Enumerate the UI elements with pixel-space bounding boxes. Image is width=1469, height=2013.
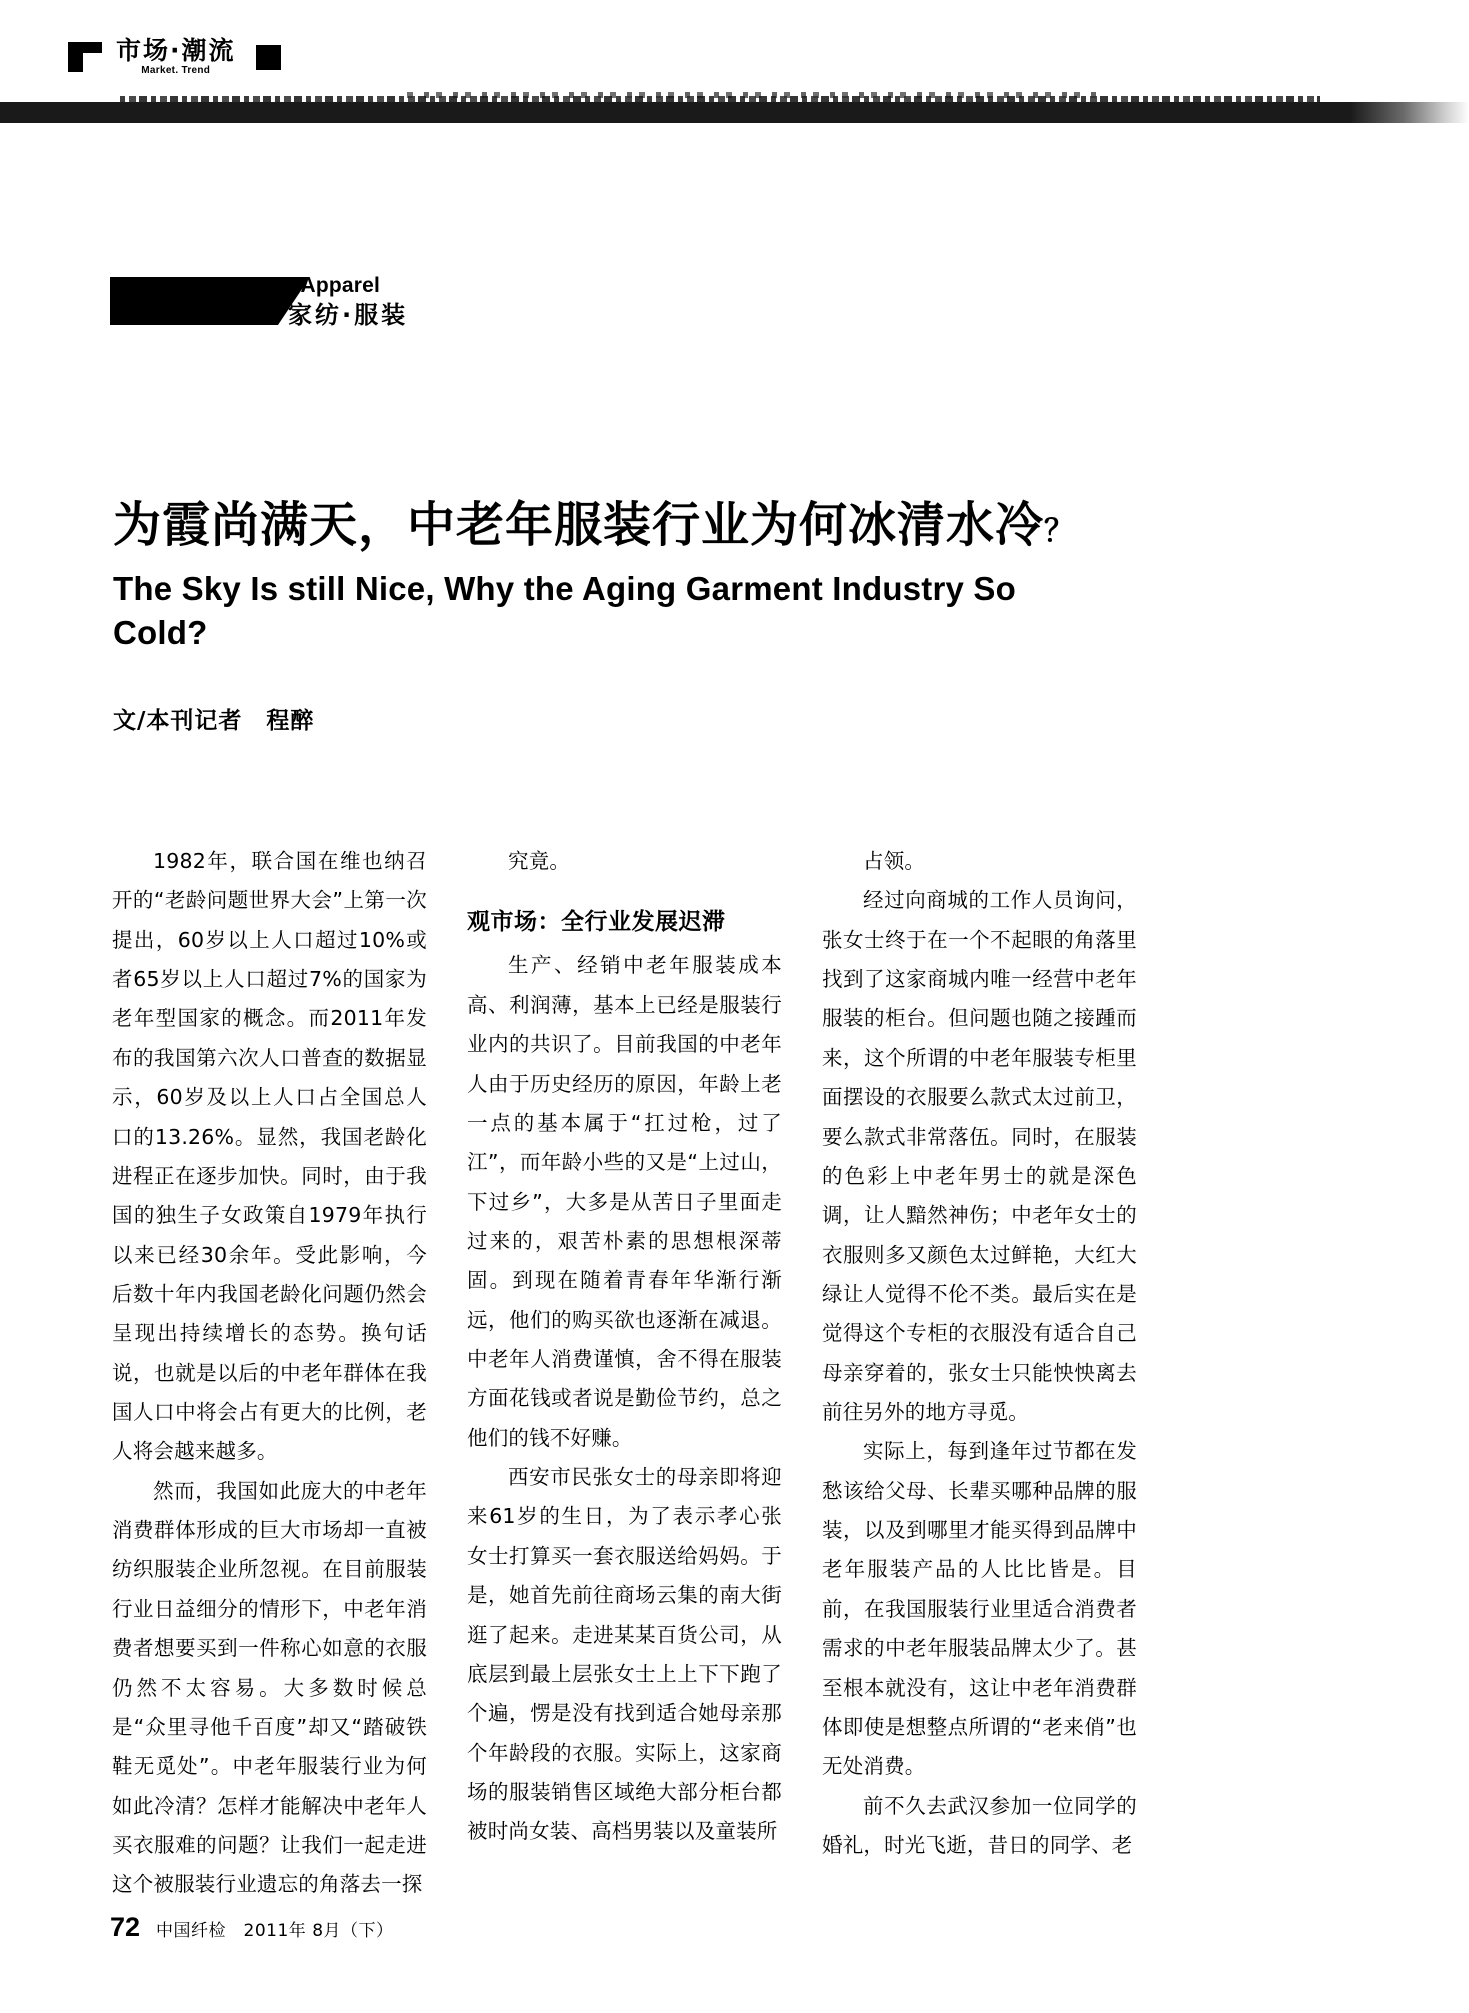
article-title-question-mark: ？ [1044, 514, 1076, 549]
paragraph: 究竟。 [508, 849, 571, 873]
section-tag [110, 274, 540, 353]
paragraph: 西安市民张女士的母亲即将迎来61岁的生日，为了表示孝心张女士打算买一套衣服送给妈妈。于是，她首先前往商场云集的南大街逛了起来。走进某某百货公司，从底层到最上层张女士上上下下跑了个遍，愣是没有找到适合她母亲那个年龄段的衣服。实际上，这家商场的服装销售区域绝大部分柜台都被时尚女装、高档男装以及童装所 [467, 1465, 782, 1844]
header-category-cn: 市场·潮流 [116, 36, 236, 65]
paragraph: 然而，我国如此庞大的中老年消费群体形成的巨大市场却一直被纺织服装企业所忽视。在目前服装行业日益细分的情形下，中老年消费者想要买到一件称心如意的衣服仍然不太容易。大多数时候总是“众里寻他千百度”却又“踏破铁鞋无觅处”。中老年服装行业为何如此冷清？怎样才能解决中老年人买衣服难的问题？让我们一起走进这个被服装行业遗忘的角落去一探 [112, 1478, 427, 1897]
article-byline: 文/本刊记者 程醉 [113, 708, 315, 734]
paragraph: 生产、经销中老年服装成本高、利润薄，基本上已经是服装行业内的共识了。目前我国的中老年人由于历史经历的原因，年龄上老一点的基本属于“扛过枪，过了江”，而年龄小些的又是“上过山，下过乡”，大多是从苦日子里面走过来的，艰苦朴素的思想根深蒂固。到现在随着青春年华渐行渐远，他们的购买欲也逐渐在减退。中老年人消费谨慎，舍不得在服装方面花钱或者说是勤俭节约，总之他们的钱不好赚。 [467, 953, 782, 1450]
square-mark-icon [256, 45, 281, 70]
band-solid [0, 102, 1430, 123]
paragraph: 实际上，每到逢年过节都在发愁该给父母、长辈买哪种品牌的服装，以及到哪里才能买得到品牌中老年服装产品的人比比皆是。目前，在我国服装行业里适合消费者需求的中老年服装品牌太少了。甚至根本就没有，这让中老年消费群体即使是想整点所谓的“老来俏”也无处消费。 [822, 1439, 1137, 1779]
article-title-en: The Sky Is still Nice, Why the Aging Garment Industry So Cold? [113, 570, 1016, 651]
section-tag-shape [110, 277, 310, 325]
body-column-2 [467, 842, 782, 1905]
paragraph: 经过向商城的工作人员询问，张女士终于在一个不起眼的角落里找到了这家商城内唯一经营中老年服装的柜台。但问题也随之接踵而来，这个所谓的中老年服装专柜里面摆设的衣服要么款式太过前卫，要么款式非常落伍。同时，在服装的色彩上中老年男士的就是深色调，让人黯然神伤；中老年女士的衣服则多又颜色太过鲜艳，大红大绿让人觉得不伦不类。最后实在是觉得这个专柜的衣服没有适合自己母亲穿着的，张女士只能怏怏离去前往另外的地方寻觅。 [822, 888, 1137, 1425]
flag-mark-icon [68, 42, 102, 72]
band-fade [1350, 102, 1469, 123]
body-column-1 [112, 842, 427, 1905]
article-body [112, 842, 1337, 1905]
header-category [116, 38, 236, 76]
article-title-cn [113, 486, 1075, 555]
section-tag-cn: 家纺·服装 [288, 300, 409, 329]
paragraph: 1982年，联合国在维也纳召开的“老龄问题世界大会”上第一次提出，60岁以上人口超过10%或者65岁以上人口超过7%的国家为老年型国家的概念。而2011年发布的我国第六次人口普查的数据显示，60岁及以上人口占全国总人口的13.26%。显然，我国老龄化进程正在逐步加快。同时，由于我国的独生子女政策自1979年执行以来已经30余年。受此影响，今后数十年内我国老龄化问题仍然会呈现出持续增长的态势。换句话说，也就是以后的中老年群体在我国人口中将会占有更大的比例，老人将会越来越多。 [112, 849, 427, 1464]
article-title-cn-text: 为霞尚满天，中老年服装行业为何冰清水冷 [113, 497, 1045, 553]
section-heading: 观市场：全行业发展迟滞 [467, 909, 726, 936]
paragraph: 前不久去武汉参加一位同学的婚礼，时光飞逝，昔日的同学、老 [822, 1793, 1137, 1857]
running-header [68, 38, 281, 76]
publication-info: 中国纤检 2011年 8月（下） [156, 1921, 394, 1941]
header-category-en: Market. Trend [141, 65, 211, 76]
section-tag-en: · Apparel [288, 274, 381, 297]
page-footer [110, 1912, 394, 1943]
paragraph: 占领。 [863, 849, 926, 873]
body-column-3 [822, 842, 1137, 1905]
section-tag-labels [288, 274, 408, 328]
header-rule-band [0, 88, 1469, 130]
page-number: 72 [110, 1912, 141, 1942]
